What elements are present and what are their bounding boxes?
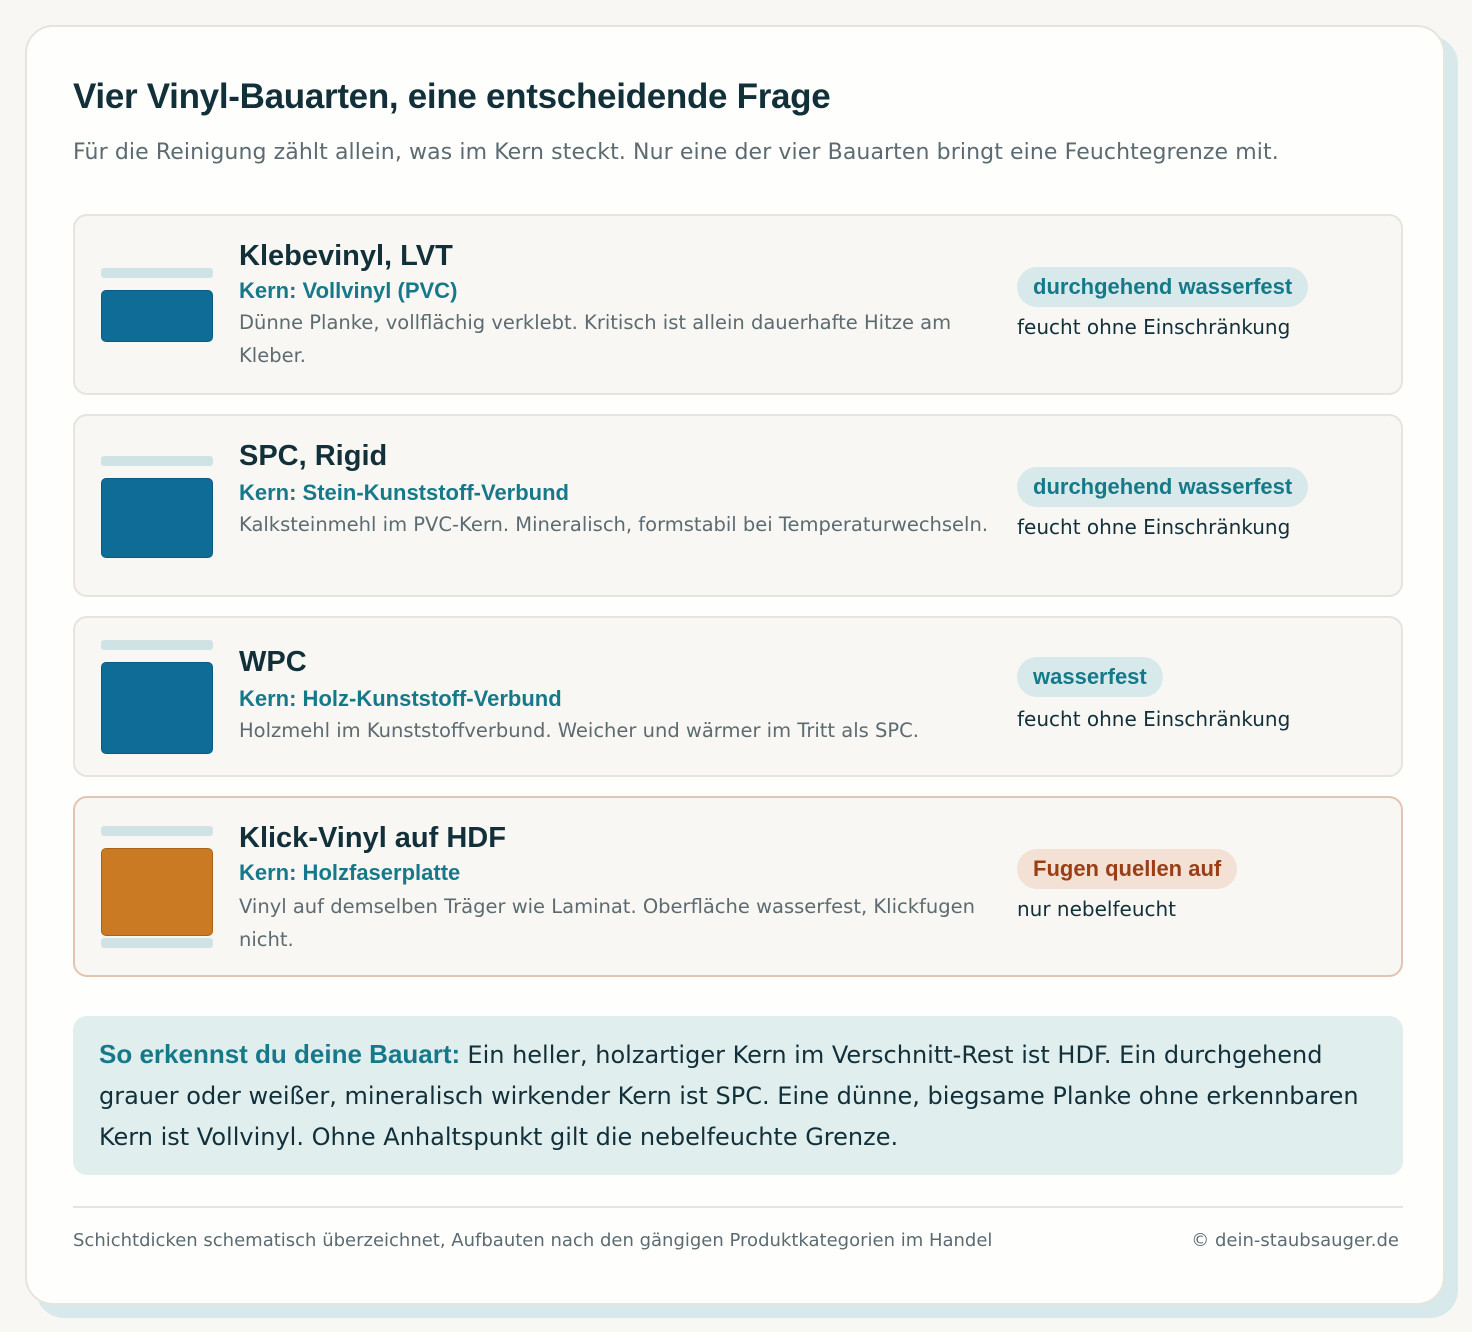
type-row-wpc — [73, 616, 1403, 777]
moisture-note: feucht ohne Einschränkung — [1017, 515, 1291, 539]
row-core: Kern: Vollvinyl (PVC) — [239, 278, 458, 303]
status-badge: durchgehend wasserfest — [1017, 267, 1308, 307]
row-title: Klick-Vinyl auf HDF — [239, 822, 506, 854]
row-description: Kalksteinmehl im PVC-Kern. Mineralisch, formstabil bei Temperaturwechseln. — [239, 513, 989, 536]
status-badge: durchgehend wasserfest — [1017, 467, 1308, 507]
core-swatch — [101, 290, 213, 342]
row-core: Kern: Stein-Kunststoff-Verbund — [239, 480, 569, 505]
row-description: Holzmehl im Kunststoffverbund. Weicher und wärmer im Tritt als SPC. — [239, 719, 919, 742]
row-title: Klebevinyl, LVT — [239, 240, 453, 272]
wear-layer-swatch — [101, 640, 213, 650]
hdf-core-swatch — [101, 848, 213, 936]
tip-text: Ein heller, holzartiger Kern im Verschnitt-Rest ist HDF. Ein durchgehend grauer oder weißer, mineralisch wirkender Kern ist SPC. Eine dünne, biegsame Planke ohne erkennbaren Kern ist Vollvinyl. Ohne Anhaltspunkt gilt die nebelfeuchte Grenze. — [99, 1041, 1359, 1151]
identification-tip — [73, 1016, 1403, 1175]
row-description: Vinyl auf demselben Träger wie Laminat. Oberfläche wasserfest, Klickfugen nicht. — [239, 895, 975, 951]
row-core: Kern: Holzfaserplatte — [239, 860, 461, 885]
wear-layer-swatch — [101, 268, 213, 278]
tip-lead: So erkennst du deine Bauart: — [99, 1039, 468, 1069]
type-row-hdf — [73, 796, 1403, 977]
moisture-note: feucht ohne Einschränkung — [1017, 315, 1291, 339]
row-title: WPC — [239, 646, 307, 678]
footer-note: Schichtdicken schematisch überzeichnet, Aufbauten nach den gängigen Produktkategorien im Handel — [73, 1230, 993, 1251]
warning-badge: Fugen quellen auf — [1017, 849, 1237, 889]
type-row-lvt — [73, 214, 1403, 395]
moisture-note: feucht ohne Einschränkung — [1017, 707, 1291, 731]
info-card — [25, 25, 1445, 1305]
backing-layer-swatch — [101, 938, 213, 948]
wear-layer-swatch — [101, 826, 213, 836]
row-description: Dünne Planke, vollflächig verklebt. Kritisch ist allein dauerhafte Hitze am Kleber. — [239, 311, 952, 367]
row-core: Kern: Holz-Kunststoff-Verbund — [239, 686, 562, 711]
core-swatch — [101, 662, 213, 754]
divider — [73, 1206, 1403, 1208]
page-title: Vier Vinyl-Bauarten, eine entscheidende Frage — [73, 77, 831, 116]
type-row-spc — [73, 414, 1403, 597]
moisture-note: nur nebelfeucht — [1017, 897, 1177, 921]
footer-credit: © dein-staubsauger.de — [1191, 1230, 1399, 1251]
status-badge: wasserfest — [1017, 657, 1163, 697]
wear-layer-swatch — [101, 456, 213, 466]
page-subtitle: Für die Reinigung zählt allein, was im Kern steckt. Nur eine der vier Bauarten bringt eine Feuchtegrenze mit. — [73, 140, 1279, 165]
core-swatch — [101, 478, 213, 558]
row-title: SPC, Rigid — [239, 440, 388, 472]
